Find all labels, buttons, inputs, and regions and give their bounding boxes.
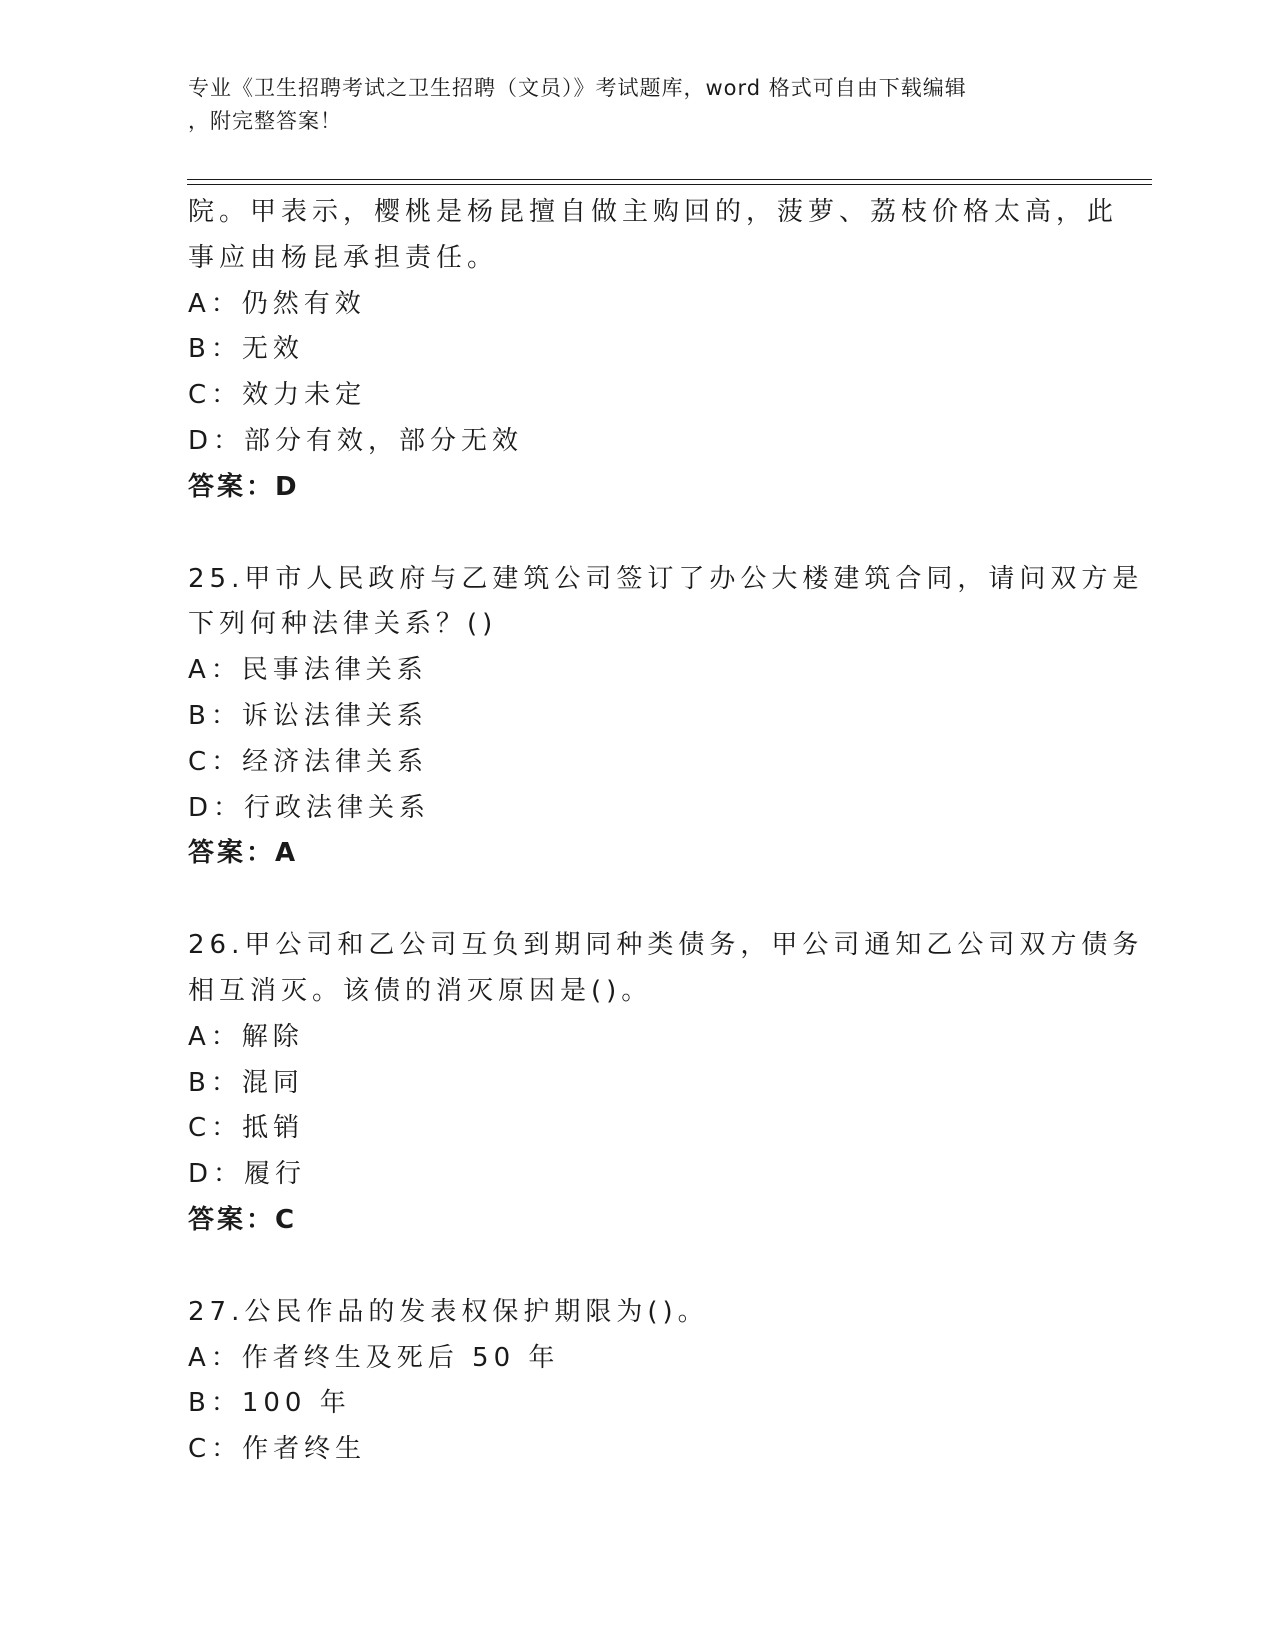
header-title-line-1: 专业《卫生招聘考试之卫生招聘（文员）》考试题库，word 格式可自由下载编辑	[188, 76, 967, 100]
document-content	[188, 190, 1144, 1473]
question-text-line: 院。甲表示，樱桃是杨昆擅自做主购回的，菠萝、荔枝价格太高，此	[188, 197, 1119, 227]
option-b: B：混同	[188, 1067, 304, 1098]
spacer	[188, 877, 1088, 923]
question-26	[188, 923, 1144, 1244]
question-text-line: 相互消灭。该债的消灭原因是()。	[188, 975, 653, 1006]
question-27	[188, 1290, 1088, 1473]
question-text-line: 26.甲公司和乙公司互负到期同种类债务，甲公司通知乙公司双方债务	[188, 930, 1144, 961]
option-d: D：行政法律关系	[188, 792, 431, 823]
header-divider-top	[187, 179, 1152, 180]
question-text-line: 27.公民作品的发表权保护期限为()。	[188, 1296, 709, 1327]
option-c: C：作者终生	[188, 1434, 367, 1465]
option-b: B：无效	[188, 334, 304, 365]
option-a: A：解除	[188, 1021, 304, 1052]
option-a: A：作者终生及死后 50 年	[188, 1342, 560, 1373]
question-text-line: 下列何种法律关系？()	[188, 609, 498, 640]
question-25	[188, 557, 1144, 878]
option-d: D：部分有效，部分无效	[188, 425, 524, 456]
option-b: B：100 年	[188, 1388, 351, 1419]
option-a: A：民事法律关系	[188, 655, 428, 686]
spacer	[188, 1244, 1088, 1290]
option-c: C：效力未定	[188, 380, 367, 411]
question-fragment	[188, 190, 1119, 511]
option-a: A：仍然有效	[188, 288, 366, 319]
answer-label: 答案：A	[188, 838, 299, 869]
option-d: D：履行	[188, 1159, 307, 1190]
answer-label: 答案：D	[188, 471, 300, 502]
spacer	[188, 511, 1088, 557]
option-b: B：诉讼法律关系	[188, 700, 428, 731]
question-text-line: 事应由杨昆承担责任。	[188, 242, 499, 273]
option-c: C：经济法律关系	[188, 746, 429, 777]
header-title-line-2: ，附完整答案！	[188, 109, 342, 133]
header-divider-bottom	[187, 184, 1152, 185]
answer-label: 答案：C	[188, 1204, 298, 1235]
document-header	[188, 72, 1088, 138]
question-text-line: 25.甲市人民政府与乙建筑公司签订了办公大楼建筑合同，请问双方是	[188, 563, 1144, 594]
option-c: C：抵销	[188, 1113, 305, 1144]
